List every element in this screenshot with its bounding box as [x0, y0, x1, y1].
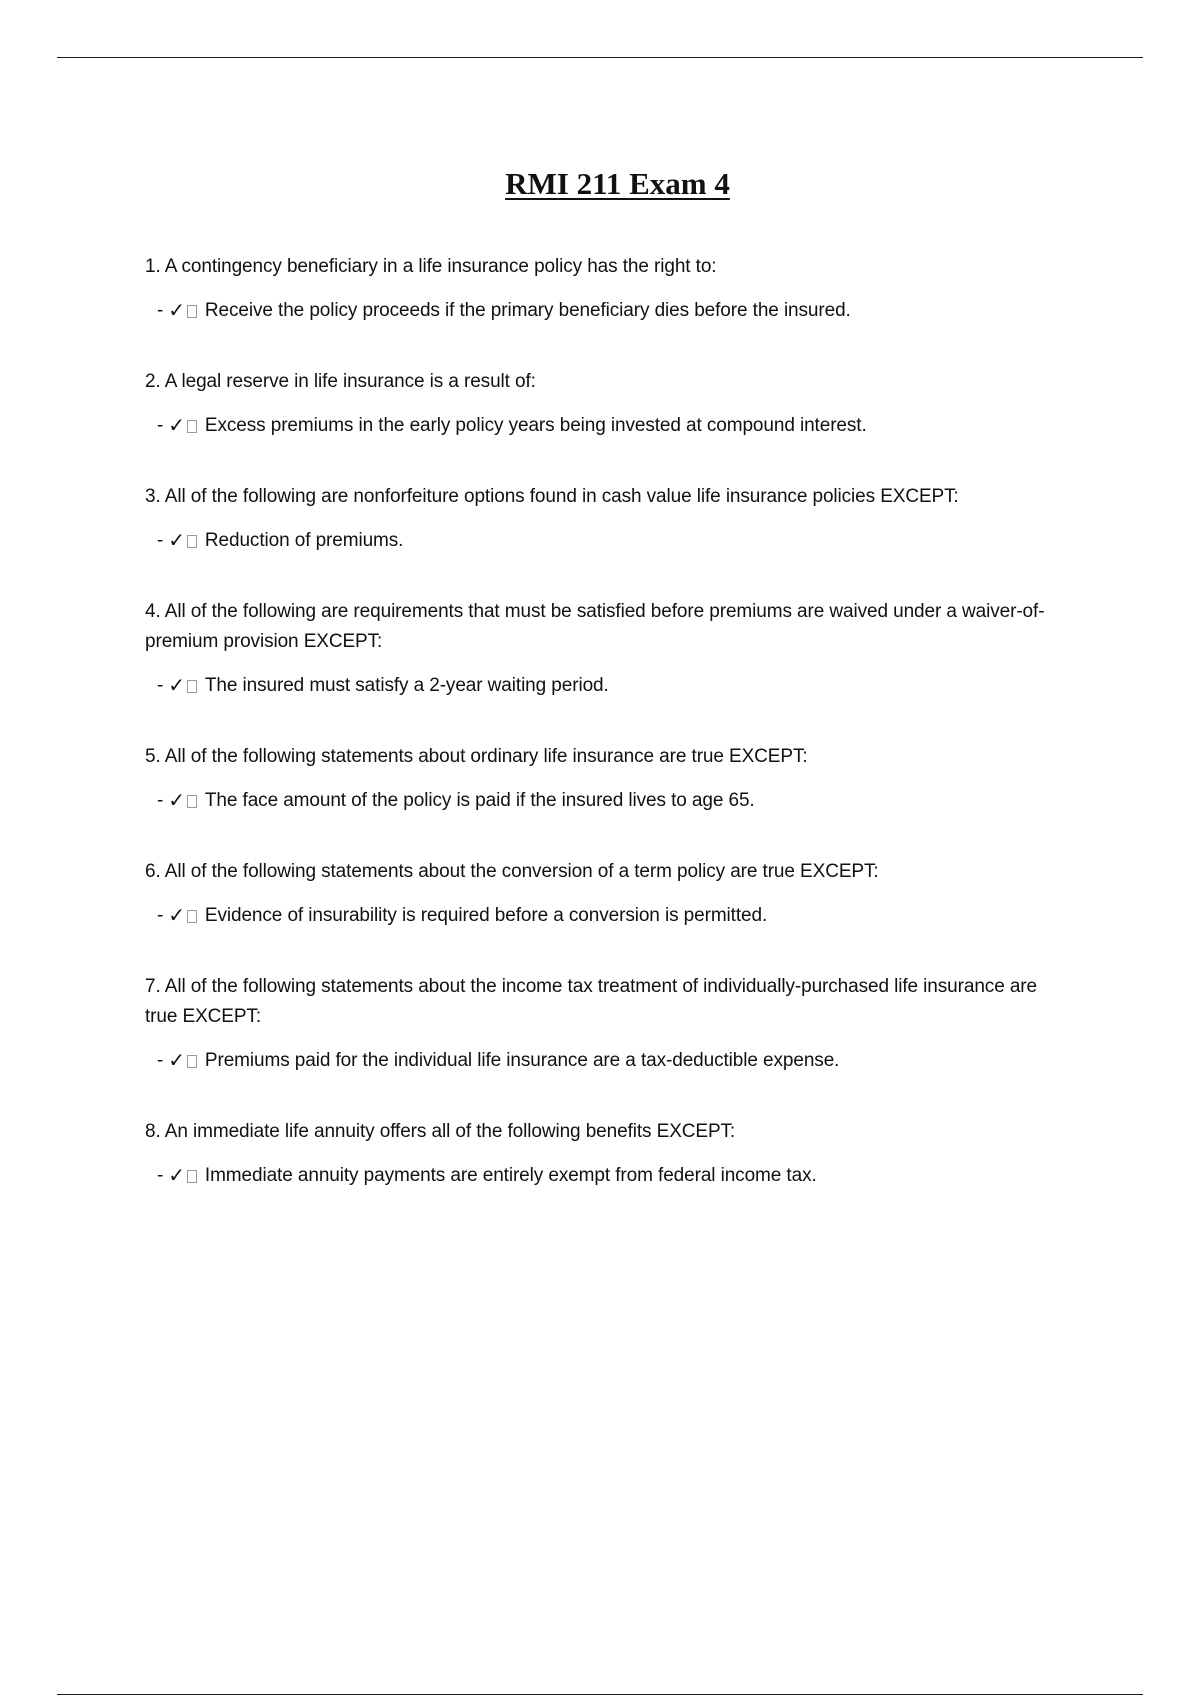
checkbox-icon — [187, 305, 197, 318]
checkbox-icon — [187, 420, 197, 433]
answer-text: Reduction of premiums. — [204, 530, 404, 551]
question-prompt: 7. All of the following statements about the income tax treatment of individually-purchased life insurance are true EXCEPT: — [145, 976, 1038, 1027]
checkmark-icon: ✓ — [168, 905, 185, 927]
answer-line — [157, 1161, 1045, 1191]
answer-line — [157, 901, 1045, 931]
bullet-dash: - — [157, 905, 164, 926]
question-prompt: 5. All of the following statements about ordinary life insurance are true EXCEPT: — [145, 746, 808, 767]
top-rule — [57, 57, 1143, 58]
checkbox-icon — [187, 680, 197, 693]
checkmark-icon: ✓ — [168, 1165, 185, 1187]
checkmark-icon: ✓ — [168, 300, 185, 322]
answer-line — [157, 296, 1045, 326]
question-item — [145, 367, 1045, 441]
question-prompt: 3. All of the following are nonforfeiture options found in cash value life insurance policies EXCEPT: — [145, 486, 959, 507]
answer-line — [157, 786, 1045, 816]
question-item — [145, 482, 1045, 556]
question-prompt: 4. All of the following are requirements that must be satisfied before premiums are waived under a waiver-of-premium provision EXCEPT: — [145, 601, 1045, 652]
checkmark-icon: ✓ — [168, 790, 185, 812]
bullet-dash: - — [157, 1050, 164, 1071]
checkbox-icon — [187, 535, 197, 548]
answer-line — [157, 411, 1045, 441]
bullet-dash: - — [157, 530, 164, 551]
page-title: RMI 211 Exam 4 — [505, 165, 730, 201]
question-list — [145, 252, 1045, 1232]
answer-text: Evidence of insurability is required before a conversion is permitted. — [204, 905, 768, 926]
checkmark-icon: ✓ — [168, 415, 185, 437]
answer-text: Premiums paid for the individual life insurance are a tax-deductible expense. — [204, 1050, 840, 1071]
question-item — [145, 1117, 1045, 1191]
answer-line — [157, 1046, 1045, 1076]
bullet-dash: - — [157, 675, 164, 696]
answer-text: Excess premiums in the early policy years being invested at compound interest. — [204, 415, 867, 436]
answer-text: Immediate annuity payments are entirely exempt from federal income tax. — [204, 1165, 817, 1186]
checkbox-icon — [187, 1170, 197, 1183]
question-item — [145, 742, 1045, 816]
question-prompt: 2. A legal reserve in life insurance is a result of: — [145, 371, 536, 392]
bullet-dash: - — [157, 1165, 164, 1186]
checkbox-icon — [187, 795, 197, 808]
checkbox-icon — [187, 910, 197, 923]
checkmark-icon: ✓ — [168, 530, 185, 552]
question-prompt: 8. An immediate life annuity offers all of the following benefits EXCEPT: — [145, 1121, 736, 1142]
bottom-rule — [57, 1694, 1143, 1695]
answer-line — [157, 526, 1045, 556]
checkmark-icon: ✓ — [168, 1050, 185, 1072]
bullet-dash: - — [157, 415, 164, 436]
question-item — [145, 252, 1045, 326]
bullet-dash: - — [157, 790, 164, 811]
question-item — [145, 972, 1045, 1076]
answer-text: The insured must satisfy a 2-year waiting period. — [204, 675, 609, 696]
question-prompt: 1. A contingency beneficiary in a life insurance policy has the right to: — [145, 256, 717, 277]
question-item — [145, 597, 1045, 701]
answer-text: Receive the policy proceeds if the primary beneficiary dies before the insured. — [204, 300, 851, 321]
answer-line — [157, 671, 1045, 701]
checkbox-icon — [187, 1055, 197, 1068]
question-prompt: 6. All of the following statements about the conversion of a term policy are true EXCEPT: — [145, 861, 879, 882]
checkmark-icon: ✓ — [168, 675, 185, 697]
bullet-dash: - — [157, 300, 164, 321]
question-item — [145, 857, 1045, 931]
answer-text: The face amount of the policy is paid if the insured lives to age 65. — [204, 790, 755, 811]
